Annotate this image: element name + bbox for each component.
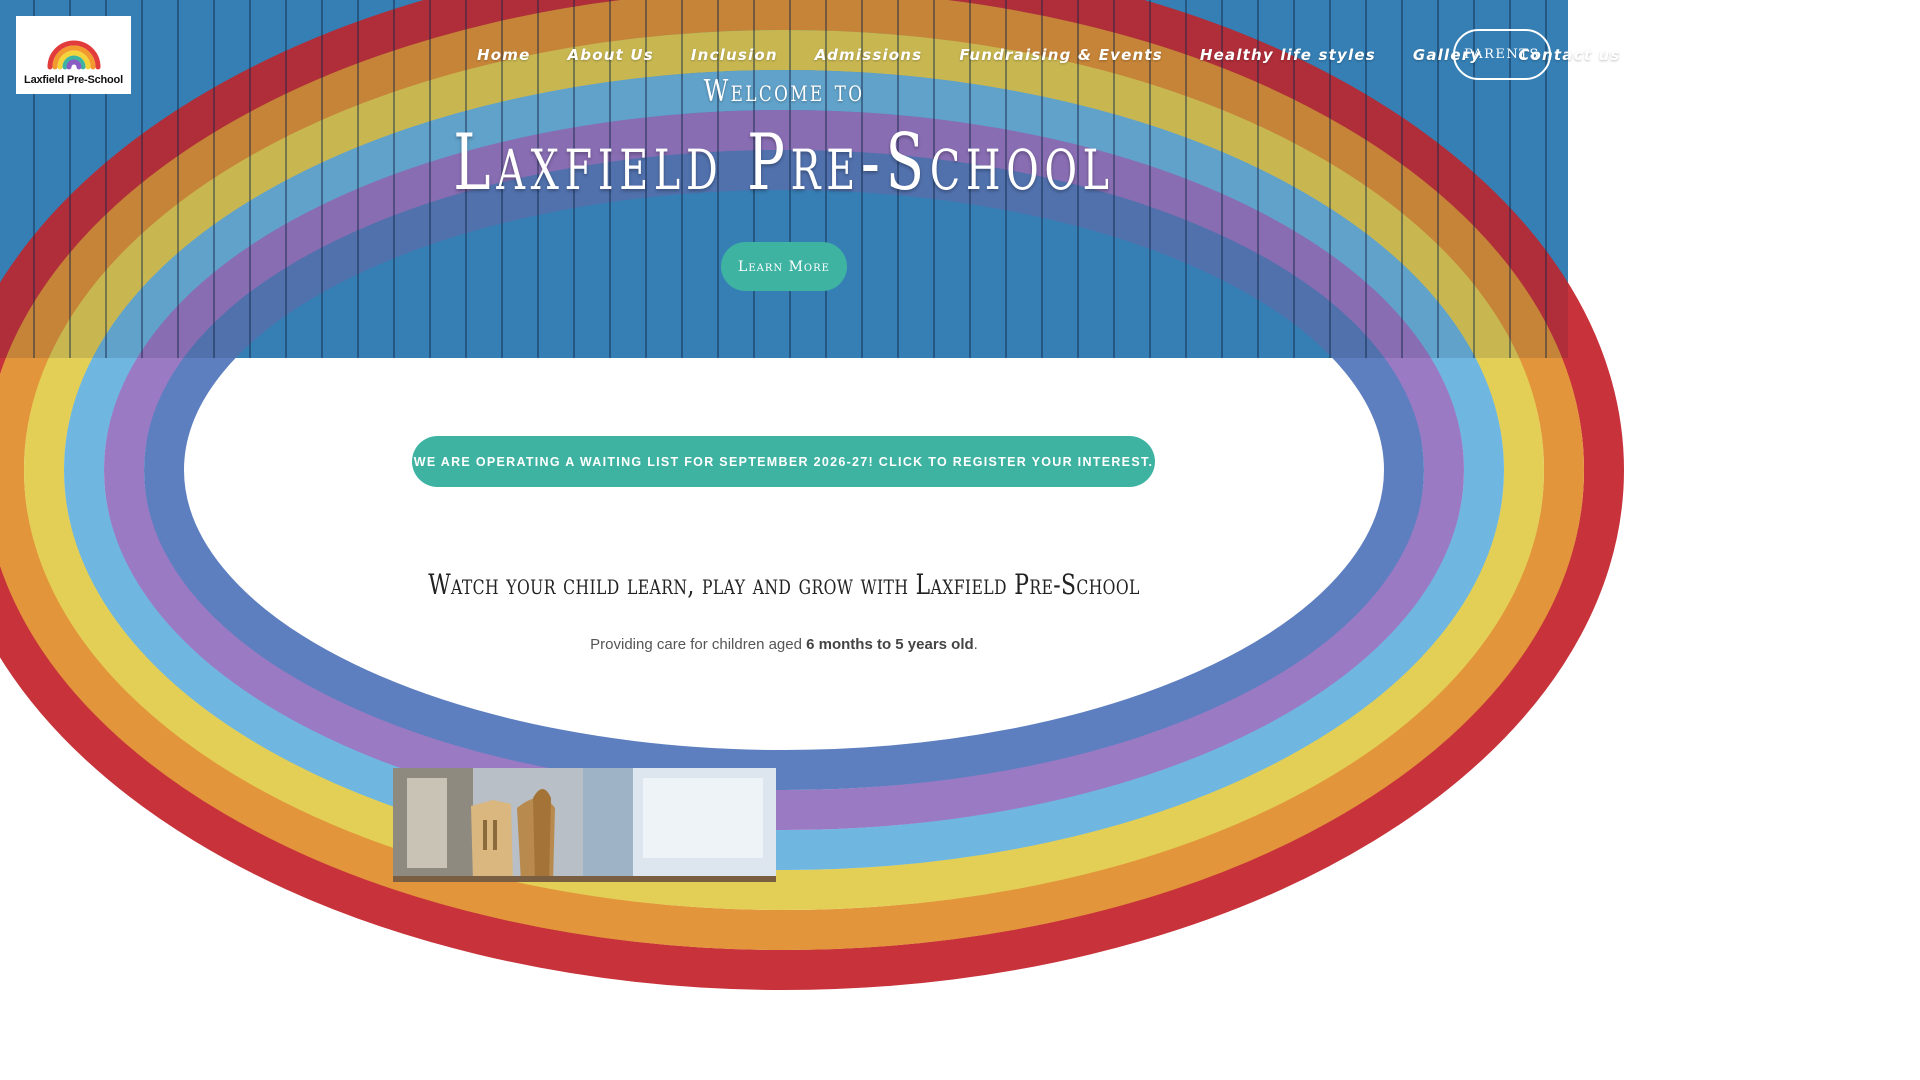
learn-more-button[interactable]: Learn More (721, 242, 847, 291)
nav-gallery[interactable]: Gallery (1412, 46, 1482, 64)
site-logo[interactable] (16, 16, 131, 94)
hero-welcome: Welcome to (703, 74, 865, 109)
classroom-photo (393, 768, 776, 882)
nav-admissions[interactable]: Admissions (814, 46, 923, 64)
nav-about-us[interactable]: About Us (567, 46, 654, 64)
intro-text-start: Providing care for children aged (590, 636, 807, 653)
rainbow-logo-icon (44, 21, 104, 71)
intro-text (0, 636, 1568, 653)
intro-heading: Watch your child learn, play and grow with Laxfield Pre-School (428, 568, 1140, 601)
nav-inclusion[interactable]: Inclusion (690, 46, 778, 64)
waiting-list-banner-button[interactable]: WE ARE OPERATING A WAITING LIST FOR SEPTEMBER 2026-27! CLICK TO REGISTER YOUR INTEREST. (412, 436, 1155, 487)
nav-healthy-life-styles[interactable]: Healthy life styles (1199, 46, 1376, 64)
hero-section (0, 0, 1621, 358)
intro-text-end: . (973, 636, 978, 653)
parents-button[interactable]: PARENTS (1453, 29, 1551, 80)
logo-text: Laxfield Pre-School (24, 74, 123, 86)
intro-text-age-range: 6 months to 5 years old (806, 636, 974, 653)
hero-title: Laxfield Pre-School (453, 118, 1115, 208)
nav-home[interactable]: Home (477, 46, 531, 64)
nav-contact-us[interactable]: Contact us (1518, 46, 1621, 64)
classroom-photo-image (393, 768, 776, 882)
nav-fundraising-events[interactable]: Fundraising & Events (959, 46, 1163, 64)
